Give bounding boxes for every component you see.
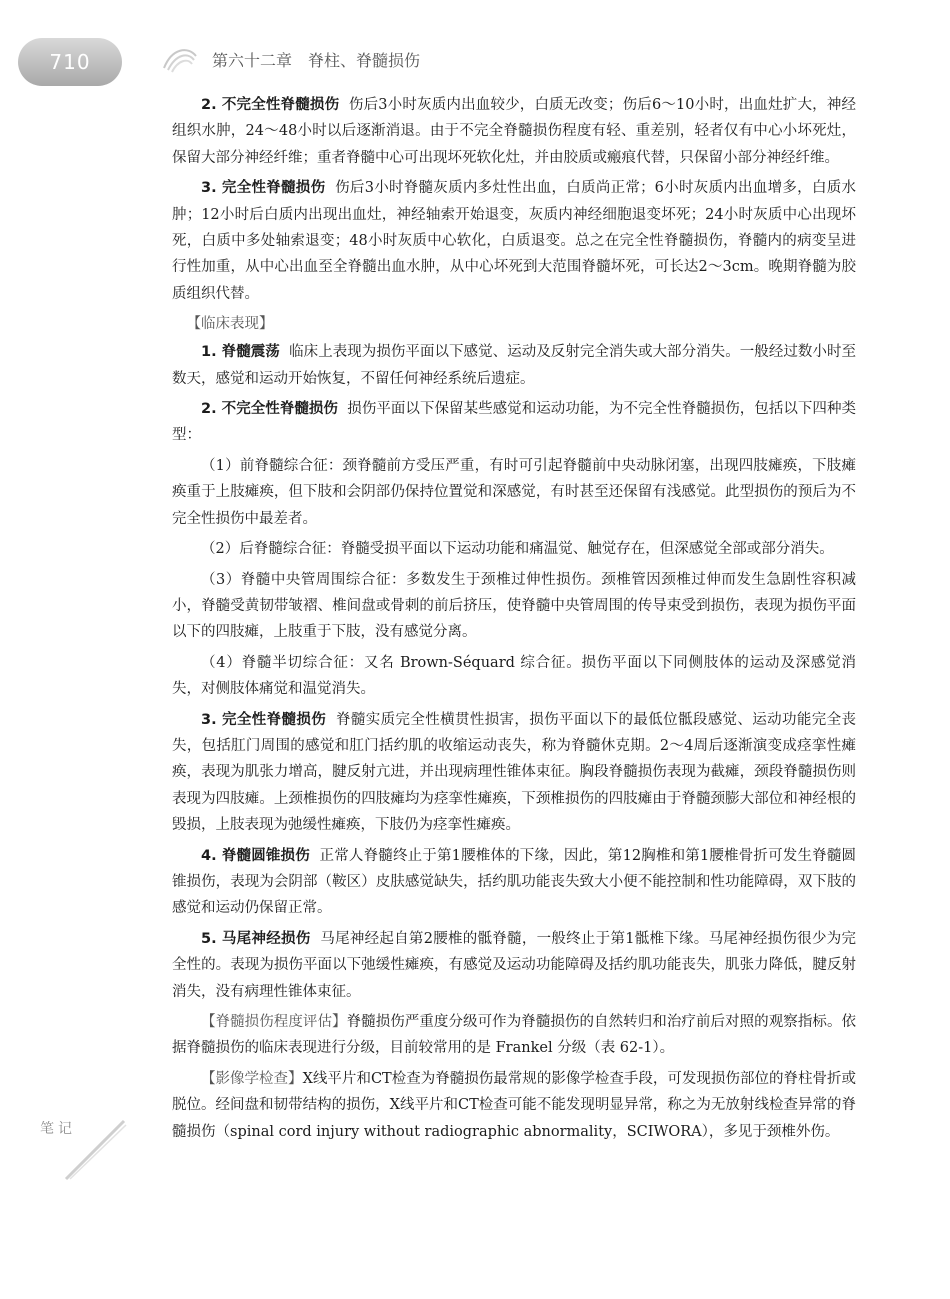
section-label: 【影像学检查】 xyxy=(201,1070,303,1087)
paragraph-text: 损伤平面以下保留某些感觉和运动功能，为不完全性脊髓损伤，包括以下四种类型： xyxy=(172,401,857,444)
list-item: （4）脊髓半切综合征：又名 Brown-Séquard 综合征。损伤平面以下同侧肢体的运动及深感觉消失，对侧肢体痛觉和温觉消失。 xyxy=(172,654,856,698)
page-body xyxy=(172,92,856,1149)
paragraph-text: 正常人脊髓终止于第1腰椎体的下缘，因此，第12胸椎和第1腰椎骨折可发生脊髓圆锥损伤，表现为会阴部（鞍区）皮肤感觉缺失，括约肌功能丧失致大小便不能控制和性功能障碍，双下肢的感觉和运动仍保留正常。 xyxy=(172,847,857,917)
paragraph xyxy=(172,707,856,839)
list-item: （3）脊髓中央管周围综合征：多数发生于颈椎过伸性损伤。颈椎管因颈椎过伸而发生急剧性容积减小，脊髓受黄韧带皱褶、椎间盘或骨刺的前后挤压，使脊髓中央管周围的传导束受到损伤，表现为损伤平面以下的四肢瘫，上肢重于下肢，没有感觉分离。 xyxy=(172,571,856,641)
paragraph xyxy=(172,339,856,392)
paragraph-text: 临床上表现为损伤平面以下感觉、运动及反射完全消失或大部分消失。一般经过数小时至数天，感觉和运动开始恢复，不留任何神经系统后遗症。 xyxy=(172,344,856,387)
paragraph-text: 脊髓损伤严重度分级可作为脊髓损伤的自然转归和治疗前后对照的观察指标。依据脊髓损伤的临床表现进行分级，目前较常用的是 Frankel 分级（表 62-1）。 xyxy=(172,1014,857,1057)
section-heading-clinical xyxy=(172,311,856,337)
paragraph xyxy=(172,175,856,307)
pencil-icon xyxy=(60,1115,130,1185)
paragraph xyxy=(172,926,856,1005)
section-label: 【脊髓损伤程度评估】 xyxy=(201,1014,347,1030)
list-item: （2）后脊髓综合征：脊髓受损平面以下运动功能和痛温觉、触觉存在，但深感觉全部或部分消失。 xyxy=(201,541,834,558)
section-label: 【临床表现】 xyxy=(186,316,274,333)
paragraph xyxy=(172,843,856,922)
subheading: 1. 脊髓震荡 xyxy=(201,344,280,361)
list-item: （1）前脊髓综合征：颈脊髓前方受压严重，有时可引起脊髓前中央动脉闭塞，出现四肢瘫痪，下肢瘫痪重于上肢瘫痪，但下肢和会阴部仍保持位置觉和深感觉，有时甚至还保留有浅感觉。此型损伤的预后为不完全性损伤中最差者。 xyxy=(172,457,856,527)
paragraph-text: 脊髓实质完全性横贯性损害，损伤平面以下的最低位骶段感觉、运动功能完全丧失，包括肛门周围的感觉和肛门括约肌的收缩运动丧失，称为脊髓休克期。2～4周后逐渐演变成痉挛性瘫痪，表现为肌张力增高，腱反射亢进，并出现病理性锥体束征。胸段脊髓损伤表现为截瘫，颈段脊髓损伤则表现为四肢瘫。上颈椎损伤的四肢瘫均为痉挛性瘫痪，下颈椎损伤的四肢瘫由于脊髓颈膨大部位和神经根的毁损，上肢表现为弛缓性瘫痪，下肢仍为痉挛性瘫痪。 xyxy=(172,711,856,834)
book-logo-icon xyxy=(160,42,200,76)
paragraph xyxy=(172,1066,856,1145)
paragraph-text: 伤后3小时脊髓灰质内多灶性出血，白质尚正常；6小时灰质内出血增多，白质水肿；12小时后白质内出现出血灶，神经轴索开始退变，灰质内神经细胞退变坏死；24小时灰质中心出现坏死，白质中多处轴索退变；48小时灰质中心软化，白质退变。总之在完全性脊髓损伤，脊髓内的病变呈进行性加重，从中心出血至全脊髓出血水肿，从中心坏死到大范围脊髓坏死，可长达2～3cm。晚期脊髓为胶质组织代替。 xyxy=(172,180,856,302)
page-number-badge: 710 xyxy=(18,38,122,86)
subheading: 2. 不完全性脊髓损伤 xyxy=(201,401,338,418)
chapter-title: 第六十二章 脊柱、脊髓损伤 xyxy=(212,51,421,70)
paragraph xyxy=(172,92,856,171)
subheading: 3. 完全性脊髓损伤 xyxy=(201,711,327,728)
subheading: 3. 完全性脊髓损伤 xyxy=(201,180,326,197)
paragraph-text: 伤后3小时灰质内出血较少，白质无改变；伤后6～10小时，出血灶扩大，神经组织水肿，24～48小时以后逐渐消退。由于不完全脊髓损伤程度有轻、重差别，轻者仅有中心小坏死灶，保留大部分神经纤维；重者脊髓中心可出现坏死软化灶，并由胶质或瘢痕代替，只保留小部分神经纤维。 xyxy=(172,97,856,166)
subheading: 5. 马尾神经损伤 xyxy=(201,930,311,947)
paragraph-text: X线平片和CT检查为脊髓损伤最常规的影像学检查手段，可发现损伤部位的脊柱骨折或脱位。经间盘和韧带结构的损伤，X线平片和CT检查可能不能发现明显异常，称之为无放射线检查异常的脊髓损伤（spinal cord injury without radiographic abnormality，SCIWORA），多见于颈椎外伤。 xyxy=(172,1070,857,1140)
subheading: 4. 脊髓圆锥损伤 xyxy=(201,847,310,864)
paragraph xyxy=(172,396,856,449)
subheading: 2. 不完全性脊髓损伤 xyxy=(201,97,340,113)
paragraph-text: 马尾神经起自第2腰椎的骶脊髓，一般终止于第1骶椎下缘。马尾神经损伤很少为完全性的。表现为损伤平面以下弛缓性瘫痪，有感觉及运动功能障碍及括约肌功能丧失，肌张力降低，腱反射消失，没有病理性锥体束征。 xyxy=(172,930,856,1000)
paragraph xyxy=(172,1009,856,1062)
notes-label: 笔记 xyxy=(40,1121,76,1137)
